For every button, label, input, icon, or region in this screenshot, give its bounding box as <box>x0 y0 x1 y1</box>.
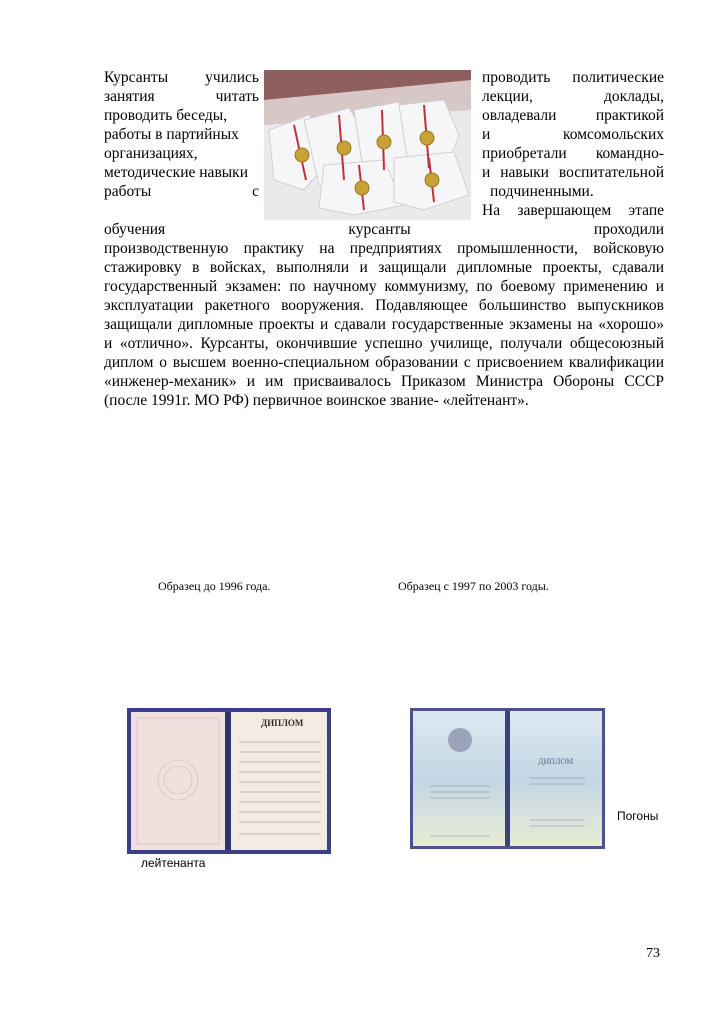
text-line: На завершающем этапе <box>482 202 664 219</box>
caption-sample-1: Образец до 1996 года. <box>158 579 271 593</box>
diploma-soviet-image <box>127 708 331 854</box>
text-line: и «отлично». Курсанты, окончившие успешно училище, получали общесоюзный <box>104 335 664 352</box>
text-line: работы в партийных <box>104 126 239 143</box>
diploma-2-title: ДИПЛОМ <box>538 757 574 766</box>
shoulder-boards-image <box>264 70 471 220</box>
text-line: и навыки воспитательной <box>482 164 664 181</box>
text-line: обучения курсанты проходили <box>104 221 664 238</box>
text-line: лекции, доклады, <box>482 88 664 105</box>
diploma-1-title: ДИПЛОМ <box>261 718 304 728</box>
caption-pogony: Погоны <box>617 809 659 823</box>
text-line: защищали дипломные проекты и сдавали государственные экзамены на «хорошо» <box>104 316 664 333</box>
page-number: 73 <box>646 946 660 961</box>
text-line: диплом о высшем военно-специальном образовании с присвоением квалификации <box>104 354 664 371</box>
text-line: Курсанты учились <box>104 69 259 86</box>
text-line: эксплуатации ракетного вооружения. Подавляющее большинство выпускников <box>104 297 664 314</box>
text-line: стажировку в войсках, выполняли и защищали дипломные проекты, сдавали <box>104 259 664 276</box>
text-line: (после 1991г. МО РФ) первичное воинское звание- «лейтенант». <box>104 392 529 409</box>
text-line: проводить беседы, <box>104 107 228 124</box>
text-line: приобретали командно- <box>482 145 664 162</box>
text-line: подчиненными. <box>490 183 594 200</box>
text-line: проводить политические <box>482 69 664 86</box>
diploma-russian-image <box>410 708 605 849</box>
text-line: государственный экзамен: по научному коммунизму, по боевому применению и <box>104 278 664 295</box>
text-line: занятия читать <box>104 88 259 105</box>
shoulder-boards-photo <box>264 70 471 220</box>
text-line: работы с <box>104 183 259 200</box>
wrap-right-column <box>482 68 664 220</box>
text-line: методические навыки <box>104 164 248 181</box>
text-line: овладевали практикой <box>482 107 664 124</box>
text-line: производственную практику на предприятиях промышленности, войсковую <box>104 240 664 257</box>
caption-lieutenant: лейтенанта <box>141 856 206 870</box>
caption-sample-2: Образец с 1997 по 2003 годы. <box>398 579 549 593</box>
diploma-russian-graphic <box>410 708 605 849</box>
wrap-left-column <box>104 68 259 201</box>
text-line: и комсомольских <box>482 126 664 143</box>
diploma-soviet-graphic <box>127 708 331 854</box>
text-line: «инженер-механик» и им присваивалось Приказом Министра Обороны СССР <box>104 373 664 390</box>
text-line: организациях, <box>104 145 198 162</box>
